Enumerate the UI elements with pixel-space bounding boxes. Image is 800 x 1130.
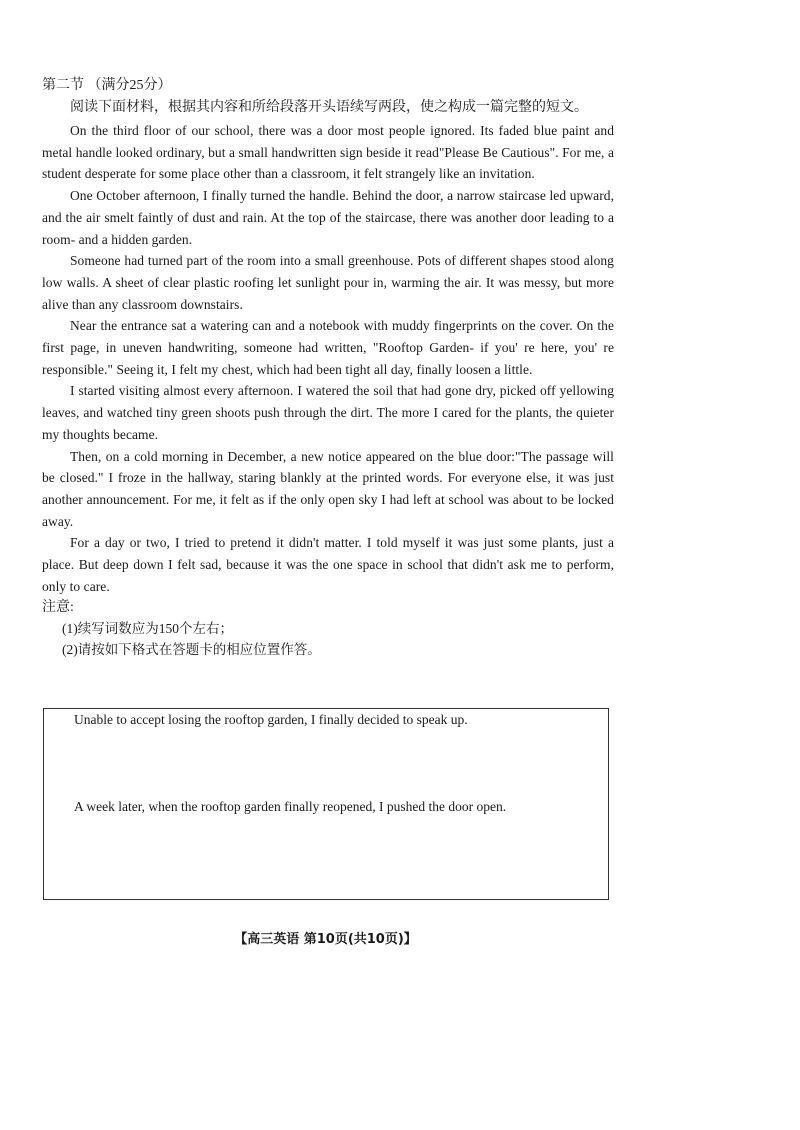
passage-paragraph: On the third floor of our school, there was a door most people ignored. Its faded blue paint and metal handle looked ordinary, but a small handwritten sign beside it read"Please Be Cautious". For me, a student desperate for some place other than a classroom, it felt strangely like an invitation. (42, 123, 614, 182)
passage-paragraph: Near the entrance sat a watering can and a notebook with muddy fingerprints on the cover. On the first page, in uneven handwriting, someone had written, "Rooftop Garden- if you' re here, you' re responsible." Seeing it, I felt my chest, which had been tight all day, finally loosen a little. (42, 318, 614, 377)
task-instruction: 阅读下面材料，根据其内容和所给段落开头语续写两段，使之构成一篇完整的短文。 (70, 100, 588, 115)
passage-paragraph: For a day or two, I tried to pretend it didn't matter. I told myself it was just some plants, just a place. But deep down I felt sad, because it was the one space in school that didn't ask me to perform, only to care. (42, 535, 614, 594)
passage-paragraph: I started visiting almost every afternoon. I watered the soil that had gone dry, picked off yellowing leaves, and watched tiny green shoots push through the dirt. The more I cared for the plants, the quieter my thoughts became. (42, 383, 614, 442)
passage-paragraph: Then, on a cold morning in December, a new notice appeared on the blue door:"The passage will be closed." I froze in the hallway, staring blankly at the printed words. For everyone else, it was just another announcement. For me, it felt as if the only open sky I had left at school was about to be locked away. (42, 448, 614, 529)
answer-box (43, 708, 609, 900)
page-footer: 【高三英语 第10页(共10页)】 (234, 932, 417, 947)
paragraph-opening-1: Unable to accept losing the rooftop garden, I finally decided to speak up. (74, 712, 468, 727)
passage-paragraph: One October afternoon, I finally turned the handle. Behind the door, a narrow staircase led upward, and the air smelt faintly of dust and rain. At the top of the staircase, there was another door leading to a room- and a hidden garden. (42, 188, 614, 247)
page-body (42, 76, 614, 660)
note-item: (1)续写词数应为150个左右； (62, 621, 233, 637)
note-item: (2)请按如下格式在答题卡的相应位置作答。 (62, 642, 321, 658)
paragraph-opening-2: A week later, when the rooftop garden finally reopened, I pushed the door open. (74, 799, 507, 814)
passage-paragraph: Someone had turned part of the room into a small greenhouse. Pots of different shapes stood along low walls. A sheet of clear plastic roofing let sunlight pour in, warming the air. It was messy, but more alive than any classroom downstairs. (42, 253, 614, 312)
notes-title: 注意: (42, 600, 74, 616)
section-title: 第二节 （满分25分） (42, 78, 172, 93)
